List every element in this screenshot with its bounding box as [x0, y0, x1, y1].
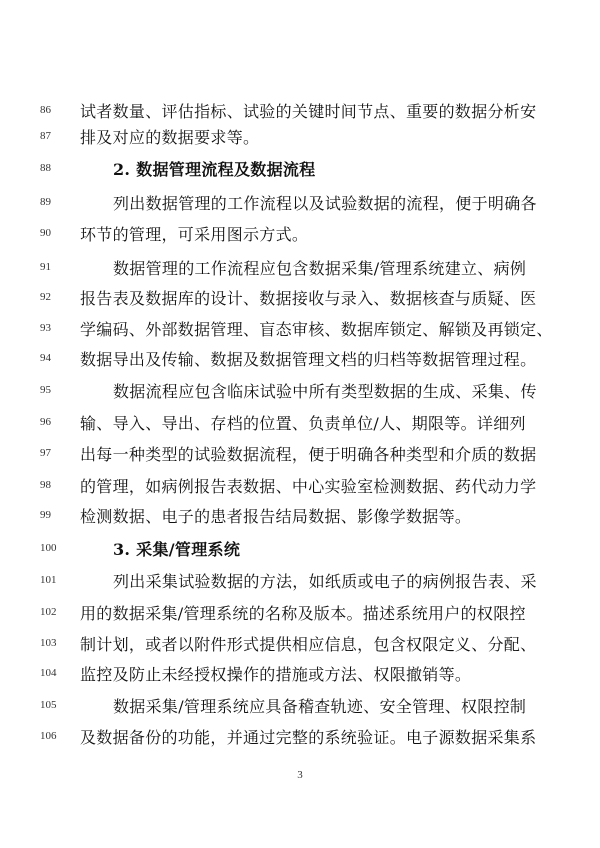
- text-line-97: [0, 440, 600, 466]
- line-number: 95: [40, 384, 51, 396]
- paragraph-text: 排及对应的数据要求等。: [80, 128, 260, 147]
- paragraph-text: 制计划，或者以附件形式提供相应信息，包含权限定义、分配、: [80, 635, 537, 654]
- text-line-91: [0, 254, 600, 280]
- paragraph-text: 数据采集/管理系统应具备稽查轨迹、安全管理、权限控制: [113, 697, 527, 716]
- text-line-106: [0, 723, 600, 749]
- paragraph-text: 数据导出及传输、数据及数据管理文档的归档等数据管理过程。: [80, 350, 537, 369]
- paragraph-text: 及数据备份的功能，并通过完整的系统验证。电子源数据采集系: [80, 728, 537, 747]
- line-number: 100: [40, 542, 57, 554]
- text-line-90: [0, 220, 600, 246]
- text-line-104: [0, 660, 600, 686]
- paragraph-text: 数据管理的工作流程应包含数据采集/管理系统建立、病例: [113, 259, 527, 278]
- text-line-89: [0, 189, 600, 215]
- paragraph-text: 输、导入、导出、存档的位置、负责单位/人、期限等。详细列: [80, 414, 526, 433]
- line-number: 92: [40, 291, 51, 303]
- line-number: 104: [40, 667, 57, 679]
- paragraph-text: 用的数据采集/管理系统的名称及版本。描述系统用户的权限控: [80, 604, 526, 623]
- text-line-102: [0, 599, 600, 625]
- paragraph-text: 出每一种类型的试验数据流程，便于明确各种类型和介质的数据: [80, 445, 537, 464]
- text-line-105: [0, 692, 600, 718]
- line-number: 101: [40, 574, 57, 586]
- line-number: 87: [40, 130, 51, 142]
- line-number: 102: [40, 606, 57, 618]
- line-number: 105: [40, 699, 57, 711]
- text-line-94: [0, 345, 600, 371]
- paragraph-text: 学编码、外部数据管理、盲态审核、数据库锁定、解锁及再锁定、: [80, 320, 553, 339]
- line-number: 103: [40, 637, 57, 649]
- text-line-87: [0, 123, 600, 149]
- text-line-99: [0, 502, 600, 528]
- paragraph-text: 的管理，如病例报告表数据、中心实验室检测数据、药代动力学: [80, 477, 537, 496]
- line-number: 91: [40, 261, 51, 273]
- text-line-92: [0, 284, 600, 310]
- line-number: 96: [40, 416, 51, 428]
- line-number: 94: [40, 352, 51, 364]
- paragraph-text: 环节的管理，可采用图示方式。: [80, 225, 309, 244]
- text-line-93: [0, 315, 600, 341]
- paragraph-text: 监控及防止未经授权操作的措施或方法、权限撤销等。: [80, 665, 472, 684]
- text-line-96: [0, 409, 600, 435]
- paragraph-text: 数据流程应包含临床试验中所有类型数据的生成、采集、传: [113, 382, 537, 401]
- text-line-86: [0, 97, 600, 123]
- paragraph-text: 报告表及数据库的设计、数据接收与录入、数据核查与质疑、医: [80, 289, 537, 308]
- line-number: 106: [40, 730, 57, 742]
- page-number: 3: [297, 769, 303, 781]
- section-heading-2: [0, 155, 600, 181]
- line-number: 88: [40, 162, 51, 174]
- paragraph-text: 检测数据、电子的患者报告结局数据、影像学数据等。: [80, 507, 472, 526]
- section-heading-3: [0, 535, 600, 561]
- line-number: 90: [40, 227, 51, 239]
- line-number: 86: [40, 104, 51, 116]
- paragraph-text: 试者数量、评估指标、试验的关键时间节点、重要的数据分析安: [80, 102, 537, 121]
- paragraph-text: 列出采集试验数据的方法，如纸质或电子的病例报告表、采: [113, 572, 537, 591]
- text-line-101: [0, 567, 600, 593]
- heading-text: 2. 数据管理流程及数据流程: [113, 160, 316, 179]
- text-line-103: [0, 630, 600, 656]
- paragraph-text: 列出数据管理的工作流程以及试验数据的流程，便于明确各: [113, 194, 537, 213]
- text-line-95: [0, 377, 600, 403]
- line-number: 98: [40, 479, 51, 491]
- line-number: 89: [40, 196, 51, 208]
- text-line-98: [0, 472, 600, 498]
- line-number: 93: [40, 322, 51, 334]
- heading-text: 3. 采集/管理系统: [113, 540, 241, 559]
- line-number: 99: [40, 509, 51, 521]
- line-number: 97: [40, 447, 51, 459]
